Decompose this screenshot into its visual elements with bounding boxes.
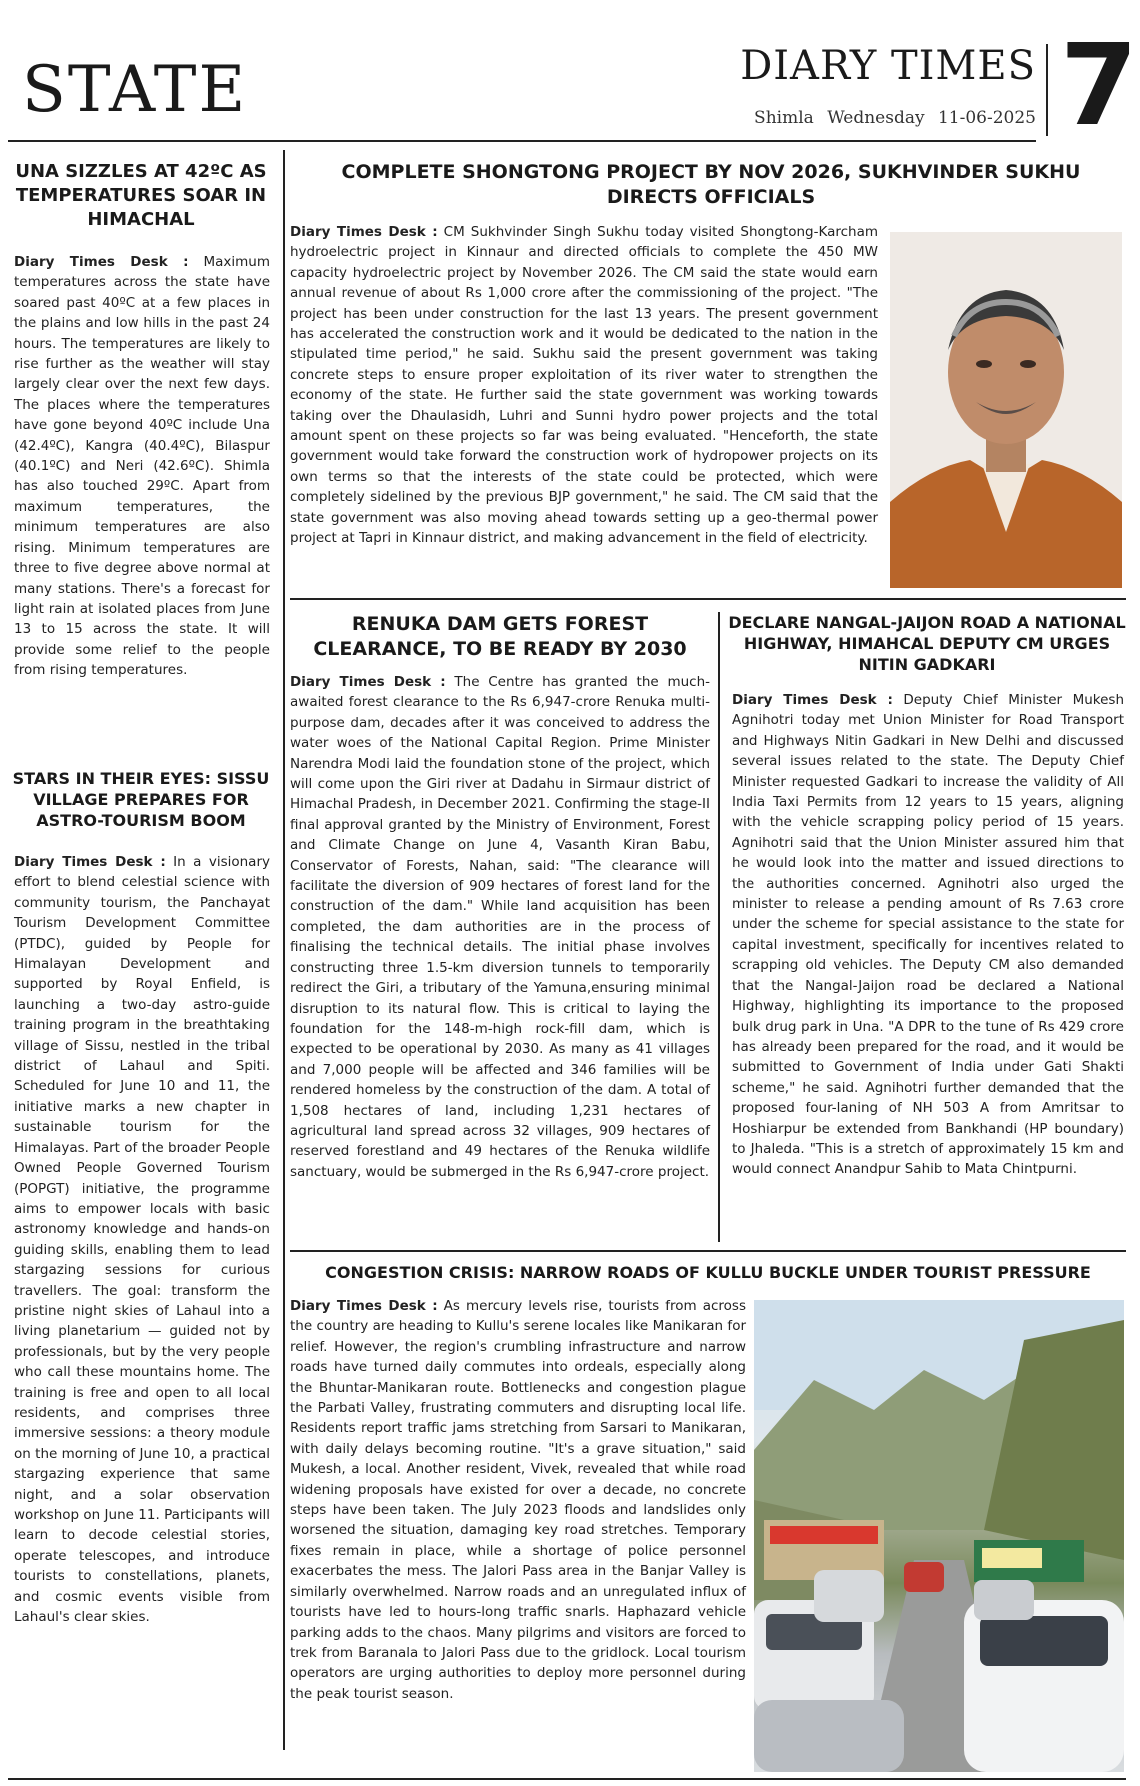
article-nangal-body: Deputy Chief Minister Mukesh Agnihotri today met Union Minister for Road Transport and Highways Nitin Gadkari in New Delhi and discussed several issues related to the state. The Deputy Chief Minister requested Gadkari to increase the validity of All India Taxi Permits from 12 years to 15 years, aligning with the vehicle scrapping policy period of 15 years. Agnihotri said that the Union Minister assured him that he would look into the matter and issued directions to the authorities concerned. Agnihotri also urged the minister to release a pending amount of Rs 7.63 crore under the scheme for special assistance to the state for capital investment, specifically for incentives related to scrapping old vehicles. The Deputy CM also demanded that the Nangal-Jaijon road be declared a National Highway, highlighting its importance to the proposed bulk drug park in Una. "A DPR to the tune of Rs 429 crore has already been prepared for the road, and it would be submitted to Government of India under Gati Shakti scheme," he said. Agnihotri further demanded that the proposed four-laning of NH 503 A from Amritsar to Hoshiarpur be extended from Bankhandi (HP boundary) to Jhaleda. "This is a stretch of approximately 15 km and would connect Anandpur Sahib to Mata Chintpurni.: [732, 692, 1125, 1178]
desk-label: Diary Times Desk :: [290, 224, 438, 240]
article-una: [14, 252, 270, 681]
page-bottom-rule: [8, 1778, 1126, 1780]
article-sissu-body: In a visionary effort to blend celestial science with community tourism, the Panchayat Tourism Development Committee (PTDC), guided by People for Himalayan Development and supported by Royal Enfield, is launching a two-day astro-guide training program in the breathtaking village of Sissu, nestled in the tribal district of Lahaul and Spiti. Scheduled for June 10 and 11, the initiative marks a new chapter in sustainable tourism for the Himalayas. Part of the broader People Owned People Governed Tourism (POPGT) initiative, the programme aims to empower locals with basic astronomy knowledge and hands-on guiding skills, enabling them to lead stargazing sessions for curious travellers. The goal: transform the pristine night skies of Lahaul into a living planetarium — guided not by professionals, but by the very people who call these mountains home. The training is free and open to all local residents, and comprises three immersive sessions: a theory module on the morning of June 10, a practical stargazing experience that same night, and a solar observation workshop on June 11. Participants will learn to decode celestial stories, operate telescopes, and introduce tourists to constellations, planets, and cosmic events visible from Lahaul's clear skies.: [14, 854, 270, 1626]
paper-name: DIARY TIMES: [740, 43, 1036, 89]
headline-renuka: RENUKA DAM GETS FOREST CLEARANCE, TO BE READY BY 2030: [313, 613, 687, 661]
article-renuka: [290, 672, 710, 1182]
column-divider-left: [283, 150, 285, 1750]
desk-label: Diary Times Desk :: [732, 692, 893, 708]
desk-label: Diary Times Desk :: [290, 1298, 438, 1314]
article-kullu-body: As mercury levels rise, tourists from across the country are heading to Kullu's serene locales like Manikaran for relief. However, the region's crumbling infrastructure and narrow roads have turned daily commutes into ordeals, especially along the Bhuntar-Manikaran route. Bottlenecks and congestion plague the Parbati Valley, frustrating commuters and disrupting local life. Residents report traffic jams stretching from Sarsari to Manikaran, with daily delays becoming routine. "It's a grave situation," said Mukesh, a local. Another resident, Vivek, revealed that while road widening proposals have existed for over a decade, no concrete steps have been taken. The July 2023 floods and landslides only worsened the situation, damaging key road stretches. Temporary fixes remain in place, while a shortage of police personnel exacerbates the mess. The Jalori Pass area in the Banjar Valley is similarly overwhelmed. Narrow roads and an unregulated influx of tourists have led to hours-long traffic snarls. Haphazard vehicle parking adds to the chaos. Many pilgrims and visitors are forced to trek from Baranala to Jalori Pass due to the gridlock. Local tourism operators are urging authorities to deploy more personnel during the peak tourist season.: [290, 1298, 746, 1702]
article-una-body: Maximum temperatures across the state have soared past 40ºC at a few places in the plains and low hills in the past 24 hours. The temperatures are likely to rise further as the weather will stay largely clear over the next few days. The places where the temperatures have gone beyond 40ºC include Una (42.4ºC), Kangra (40.4ºC), Bilaspur (40.1ºC) and Neri (42.6ºC). Shimla has also touched 29ºC. Apart from maximum temperatures, the minimum temperatures are also rising. Minimum temperatures are three to five degree above normal at many stations. There's a forecast for light rain at isolated places from June 13 to 15 across the state. It will provide some relief to the people from rising temperatures.: [14, 254, 270, 679]
headline-shongtong: COMPLETE SHONGTONG PROJECT BY NOV 2026, SUKHVINDER SUKHU DIRECTS OFFICIALS: [341, 161, 1081, 209]
section-rule-bottom: [290, 1250, 1126, 1252]
cm-portrait-photo: [890, 232, 1122, 588]
dateline-day: Wednesday: [827, 108, 925, 128]
article-kullu: [290, 1296, 746, 1704]
article-shongtong: [290, 222, 878, 549]
article-sissu: [14, 852, 270, 1627]
headline-sissu: STARS IN THEIR EYES: SISSU VILLAGE PREPARES FOR ASTRO-TOURISM BOOM: [12, 769, 270, 831]
traffic-jam-photo-graphic: [754, 1300, 1124, 1772]
masthead-divider: [1046, 44, 1048, 136]
article-renuka-body: The Centre has granted the much-awaited forest clearance to the Rs 6,947-crore Renuka multi-purpose dam, decades after it was conceived to address the water woes of the National Capital Region. Prime Minister Narendra Modi laid the foundation stone of the project, which will come upon the Giri river at Dadahu in Sirmaur district of Himachal Pradesh, in December 2021. Confirming the stage-II final approval granted by the Ministry of Environment, Forest and Climate Change on June 4, Vasanth Kiran Babu, Conservator of Forests, Nahan, said: "The clearance will facilitate the diversion of 909 hectares of forest land for the construction of the dam." While land acquisition has been completed, the dam authorities are in the process of finalising the technical details. The initial phase involves constructing three 1.5-km diversion tunnels to temporarily redirect the Giri, a tributary of the Yamuna,ensuring minimal disruption to its natural flow. This is critical to laying the foundation for the 148-m-high rock-fill dam, which is expected to be operational by 2030. As many as 41 villages and 7,000 people will be affected and 346 families will be rendered homeless by the construction of the dam. A total of 1,508 hectares of land, including 1,231 hectares of agricultural land spread across 32 villages, 909 hectares of reserved forestland and 49 hectares of the Renuka wildlife sanctuary, would be submerged in the Rs 6,947-crore project.: [290, 674, 710, 1180]
article-shongtong-body: CM Sukhvinder Singh Sukhu today visited Shongtong-Karcham hydroelectric project in Kinnaur and directed officials to complete the 450 MW capacity hydroelectric project by November 2026. The CM said the state would earn annual revenue of about Rs 1,000 crore after the commissioning of the project. "The project has been under construction for the last 13 years. The present government has accelerated the construction work and it would be dedicated to the nation in the stipulated time period," he said. Sukhu said the present government was taking concrete steps to ensure proper exploitation of its river water to strengthen the economy of the state. He further said the state government was working towards taking over the Dhaulasidh, Luhri and Sunni hydro power projects and the total amount spent on these projects so far was being evaluated. "Henceforth, the state government would take forward the construction work of hydropower projects on its own terms so that the interests of the state could be protected, which were completely sidelined by the previous BJP government," he said. The CM said that the state government was also moving ahead towards setting up a geo-thermal power project at Tapri in Kinnaur district, and making advancement in the field of electricity.: [290, 224, 878, 547]
dateline-city: Shimla: [754, 108, 814, 128]
section-rule-middle: [290, 598, 1126, 600]
desk-label: Diary Times Desk :: [290, 674, 446, 690]
desk-label: Diary Times Desk :: [14, 254, 189, 270]
desk-label: Diary Times Desk :: [14, 854, 166, 870]
dateline-date: 11-06-2025: [937, 108, 1036, 128]
portrait-photo-graphic: [890, 232, 1122, 588]
dateline: [690, 108, 1036, 128]
headline-nangal: DECLARE NANGAL-JAIJON ROAD A NATIONAL HIGHWAY, HIMAHCAL DEPUTY CM URGES NITIN GADKARI: [728, 613, 1126, 675]
section-title: STATE: [22, 53, 248, 127]
article-nangal: [732, 690, 1124, 1180]
column-divider-middle: [718, 612, 720, 1242]
masthead-rule: [8, 140, 1036, 142]
headline-kullu: CONGESTION CRISIS: NARROW ROADS OF KULLU BUCKLE UNDER TOURIST PRESSURE: [325, 1263, 1091, 1282]
headline-una: UNA SIZZLES AT 42ºC AS TEMPERATURES SOAR IN HIMACHAL: [15, 161, 267, 230]
traffic-photo: [754, 1300, 1124, 1772]
page-number: 7: [1060, 21, 1138, 151]
